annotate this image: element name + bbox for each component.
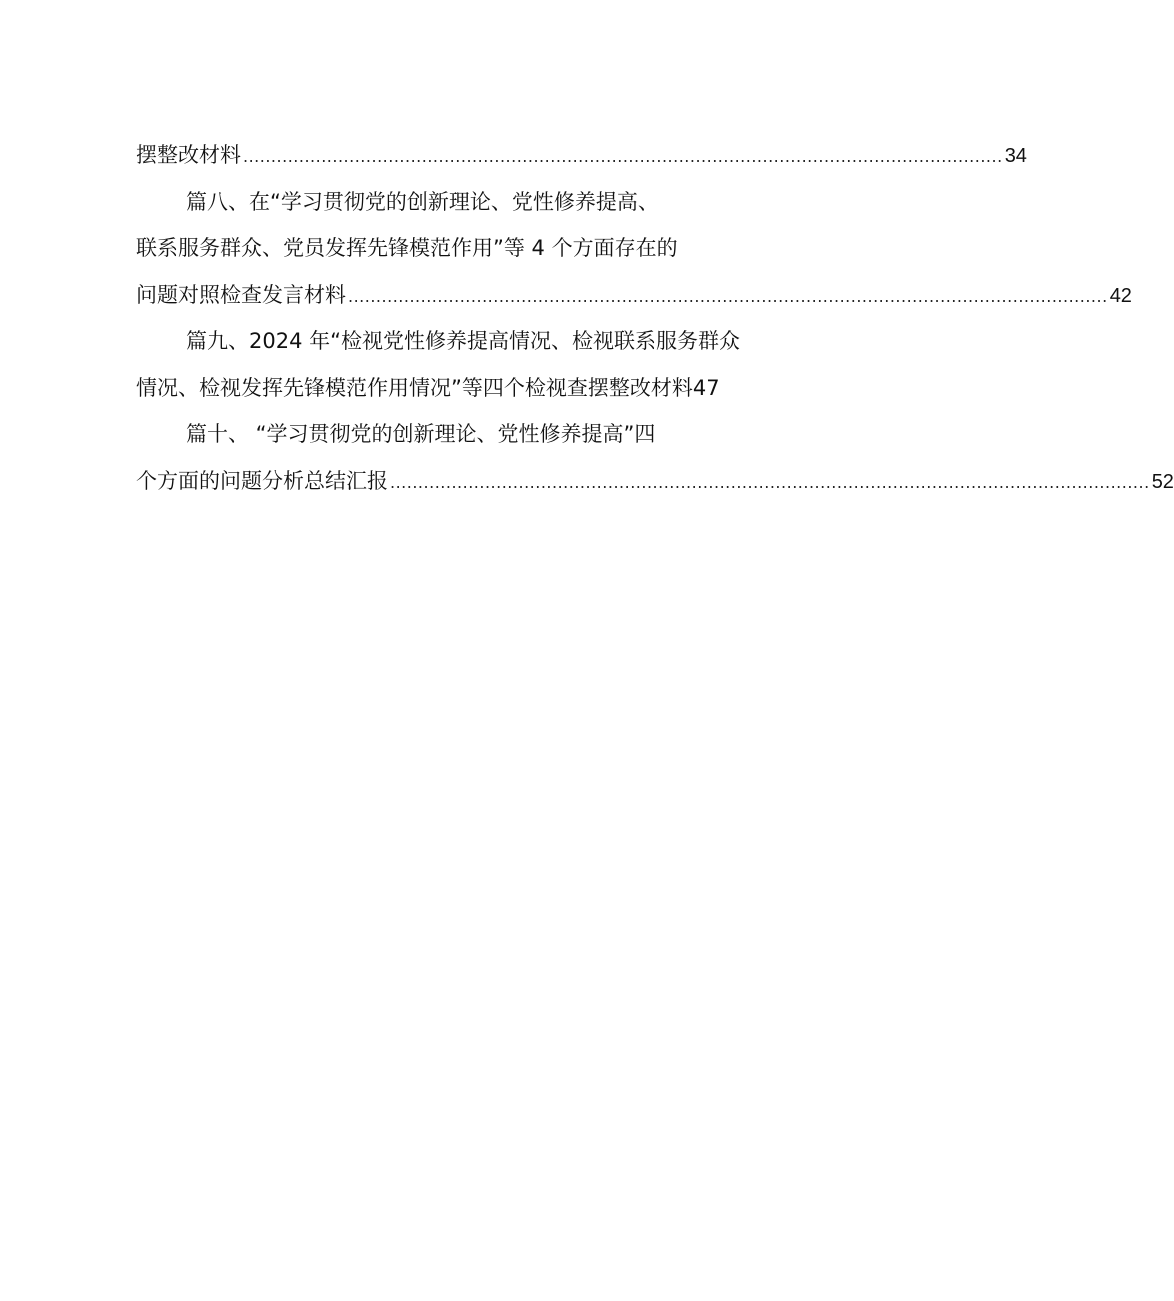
toc-entry-text: 联系服务群众、党员发挥先锋模范作用”等 4 个方面存在的 [136,236,678,260]
toc-entry-9-line-1[interactable] [136,318,786,365]
toc-entry-text: 篇十、 “学习贯彻党的创新理论、党性修养提高”四 [186,422,656,446]
toc-entry-text: 篇九、2024 年“检视党性修养提高情况、检视联系服务群众 [186,329,740,353]
table-of-contents [136,132,1174,504]
toc-entry-10-line-2[interactable] [136,458,1174,505]
dot-leader: ........................................................................................................................................ [348,286,1108,306]
dot-leader: ........................................................................................................................................ [243,147,1003,166]
toc-entry-8-line-3[interactable] [136,272,1132,319]
toc-entry-text: 问题对照检查发言材料 [136,282,346,307]
toc-entry-8-line-1[interactable] [136,179,786,226]
toc-entry-text: 个方面的问题分析总结汇报 [136,468,388,493]
toc-page-number: 34 [1004,145,1027,167]
toc-entry-8-line-2[interactable] [136,225,786,272]
toc-entry-10-line-1[interactable] [136,411,786,458]
toc-entry-text: 情况、检视发挥先锋模范作用情况”等四个检视查摆整改材料47 [136,375,720,400]
toc-entry-text: 摆整改材料 [136,143,241,167]
toc-page-number: 52 [1151,470,1174,493]
toc-entry-text: 篇八、在“学习贯彻党的创新理论、党性修养提高、 [186,189,659,214]
dot-leader: ........................................................................................................................................ [390,472,1150,492]
toc-page-number: 42 [1109,284,1132,307]
toc-entry-9-line-2[interactable] [136,365,786,412]
toc-entry-7-end[interactable] [136,132,1027,179]
